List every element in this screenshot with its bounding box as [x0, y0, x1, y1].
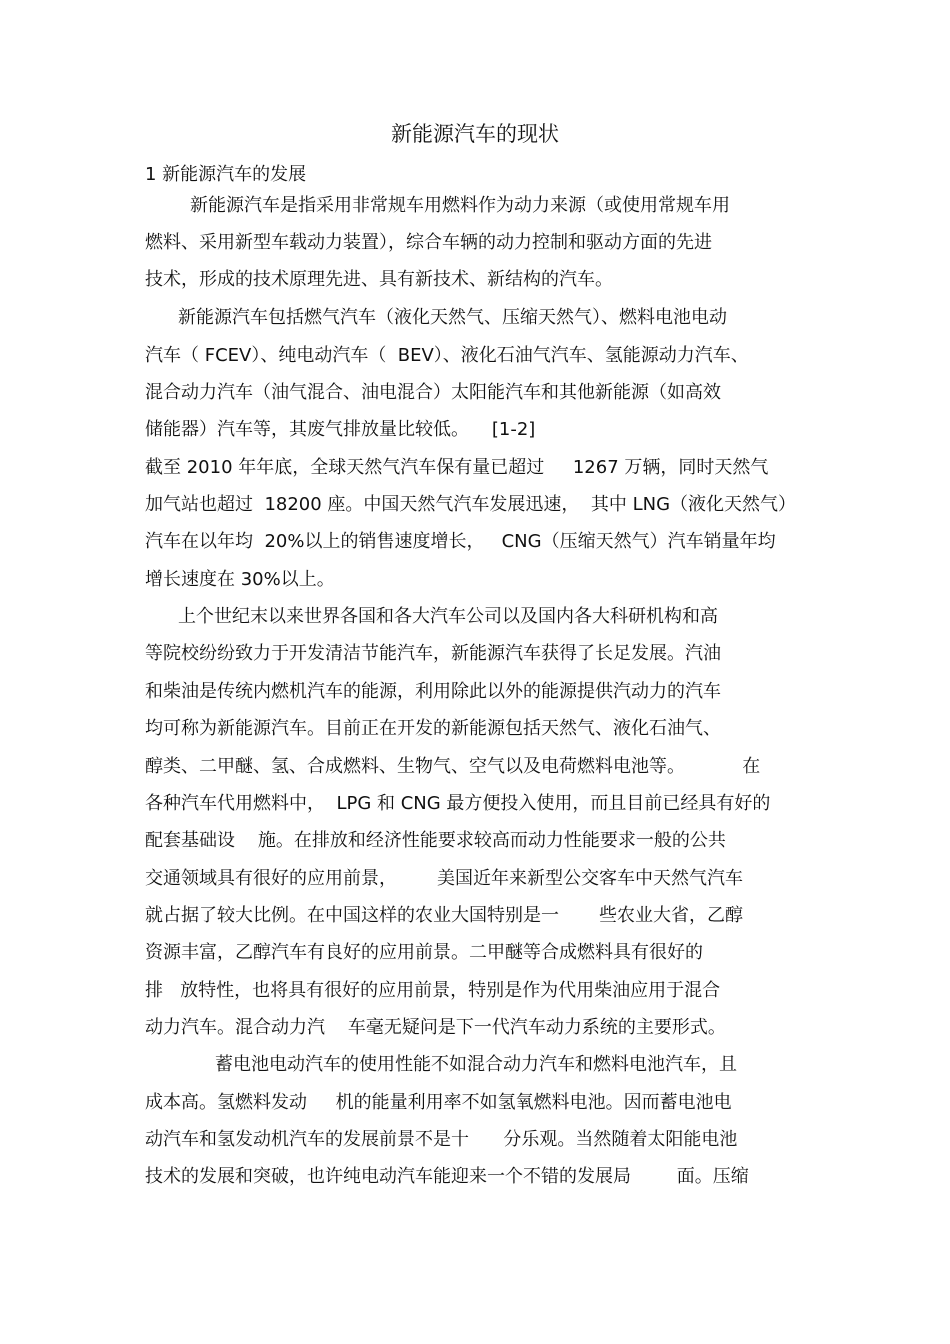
- paragraph-line: 储能器）汽车等，其废气排放量比较低。 [1-2]: [145, 419, 536, 440]
- document-title: 新能源汽车的现状: [391, 122, 559, 146]
- paragraph-line: 配套基础设 施。在排放和经济性能要求较高而动力性能要求一般的公共: [145, 830, 726, 851]
- paragraph-line: 就占据了较大比例。在中国这样的农业大国特别是一 些农业大省，乙醇: [145, 905, 744, 926]
- paragraph-line: 新能源汽车是指采用非常规车用燃料作为动力来源（或使用常规车用: [190, 195, 730, 216]
- paragraph-line: 汽车在以年均 20%以上的销售速度增长， CNG（压缩天然气）汽车销量年均: [145, 531, 776, 552]
- paragraph-line: 资源丰富，乙醇汽车有良好的应用前景。二甲醚等合成燃料具有很好的: [145, 942, 703, 963]
- paragraph-line: 成本高。氢燃料发动 机的能量利用率不如氢氧燃料电池。因而蓄电池电: [145, 1092, 732, 1113]
- paragraph-line: 动力汽车。混合动力汽 车毫无疑问是下一代汽车动力系统的主要形式。: [145, 1017, 726, 1038]
- paragraph-line: 交通领域具有很好的应用前景， 美国近年来新型公交客车中天然气汽车: [145, 868, 744, 889]
- paragraph-line: 增长速度在 30%以上。: [145, 569, 335, 590]
- paragraph-line: 加气站也超过 18200 座。中国天然气汽车发展迅速， 其中 LNG（液化天然气）: [145, 494, 797, 515]
- section-heading: 1 新能源汽车的发展: [145, 164, 307, 185]
- paragraph-line: 混合动力汽车（油气混合、油电混合）太阳能汽车和其他新能源（如高效: [145, 382, 721, 403]
- paragraph-line: 动汽车和氢发动机汽车的发展前景不是十 分乐观。当然随着太阳能电池: [145, 1129, 738, 1150]
- paragraph-line: 各种汽车代用燃料中， LPG 和 CNG 最方便投入使用，而且目前已经具有好的: [145, 793, 771, 814]
- paragraph-line: 和柴油是传统内燃机汽车的能源，利用除此以外的能源提供汽动力的汽车: [145, 681, 721, 702]
- paragraph-line: 醇类、二甲醚、氢、合成燃料、生物气、空气以及电荷燃料电池等。 在: [145, 756, 761, 777]
- paragraph-line: 上个世纪末以来世界各国和各大汽车公司以及国内各大科研机构和高: [178, 606, 718, 627]
- paragraph-line: 技术，形成的技术原理先进、具有新技术、新结构的汽车。: [145, 269, 613, 290]
- paragraph-line: 技术的发展和突破，也许纯电动汽车能迎来一个不错的发展局 面。压缩: [145, 1166, 749, 1187]
- paragraph-line: 汽车（ FCEV）、纯电动汽车（ BEV）、液化石油气汽车、氢能源动力汽车、: [145, 345, 749, 366]
- paragraph-line: 新能源汽车包括燃气汽车（液化天然气、压缩天然气）、燃料电池电动: [178, 307, 727, 328]
- paragraph-line: 排 放特性，也将具有很好的应用前景，特别是作为代用柴油应用于混合: [145, 980, 721, 1001]
- paragraph-line: 蓄电池电动汽车的使用性能不如混合动力汽车和燃料电池汽车，且: [215, 1054, 737, 1075]
- paragraph-line: 均可称为新能源汽车。目前正在开发的新能源包括天然气、液化石油气、: [145, 718, 721, 739]
- paragraph-line: 截至 2010 年年底，全球天然气汽车保有量已超过 1267 万辆，同时天然气: [145, 457, 769, 478]
- paragraph-line: 燃料、采用新型车载动力装置），综合车辆的动力控制和驱动方面的先进: [145, 232, 712, 253]
- paragraph-line: 等院校纷纷致力于开发清洁节能汽车，新能源汽车获得了长足发展。汽油: [145, 643, 721, 664]
